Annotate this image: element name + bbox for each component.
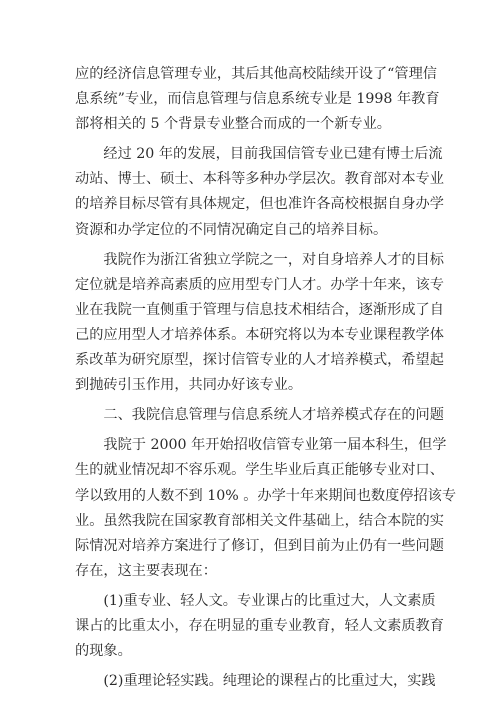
text-line: 定位就是培养高素质的应用型专门人才。办学十年来，该专 xyxy=(75,276,444,293)
paragraph-3 xyxy=(75,248,444,399)
heading-line: 二、我院信息管理与信息系统人才培养模式存在的问题 xyxy=(75,407,444,424)
text-line: 学以致用的人数不到 10% 。办学十年来期间也数度停招该专 xyxy=(75,487,457,504)
text-line: 己的应用型人才培养体系。本研究将以为本专业课程教学体 xyxy=(75,326,444,343)
paragraph-1 xyxy=(75,62,440,137)
text-line: 生的就业情况却不容乐观。学生毕业后真正能够专业对口、 xyxy=(75,462,444,479)
text-line: 应的经济信息管理专业，其后其他高校陆续开设了“管理信 xyxy=(75,66,437,82)
paragraph-2 xyxy=(75,142,444,242)
text-line: 到抛砖引玉作用，共同办好该专业。 xyxy=(75,377,303,394)
text-line: 息系统”专业，而信息管理与信息系统专业是 1998 年教育 xyxy=(75,91,440,108)
document-page xyxy=(75,62,457,694)
text-line: (1)重专业、轻人文。专业课占的比重过大，人文素质 xyxy=(75,592,436,609)
text-line: 的现象。 xyxy=(75,643,132,660)
text-line: 业。虽然我院在国家教育部相关文件基础上，结合本院的实 xyxy=(75,512,444,529)
text-line: 际情况对培养方案进行了修订，但到目前为止仍有一些问题 xyxy=(75,537,444,554)
paragraph-4 xyxy=(75,433,457,584)
list-item-1 xyxy=(75,589,444,664)
text-line: 业在我院一直侧重于管理与信息技术相结合，逐渐形成了自 xyxy=(75,301,444,318)
section-heading xyxy=(75,403,444,428)
text-line: 部将相关的 5 个背景专业整合而成的一个新专业。 xyxy=(75,116,391,133)
text-line: 我院作为浙江省独立学院之一，对自身培养人才的目标 xyxy=(75,251,444,268)
text-line: 动站、博士、硕士、本科等多种办学层次。教育部对本专业 xyxy=(75,171,444,188)
text-line: 的培养目标尽管有具体规定，但也准许各高校根据自身办学 xyxy=(75,196,444,213)
text-line: 存在，这主要表现在： xyxy=(75,562,217,579)
text-line: 经过 20 年的发展，目前我国信管专业已建有博士后流 xyxy=(75,146,443,163)
text-line: 我院于 2000 年开始招收信管专业第一届本科生，但学 xyxy=(75,437,447,454)
text-line: 资源和办学定位的不同情况确定自己的培养目标。 xyxy=(75,221,388,238)
text-line: (2)重理论轻实践。纯理论的课程占的比重过大，实践 xyxy=(75,673,436,690)
list-item-2 xyxy=(75,669,436,694)
text-line: 课占的比重太小，存在明显的重专业教育，轻人文素质教育 xyxy=(75,617,444,634)
text-line: 系改革为研究原型，探讨信管专业的人才培养模式，希望起 xyxy=(75,352,444,369)
